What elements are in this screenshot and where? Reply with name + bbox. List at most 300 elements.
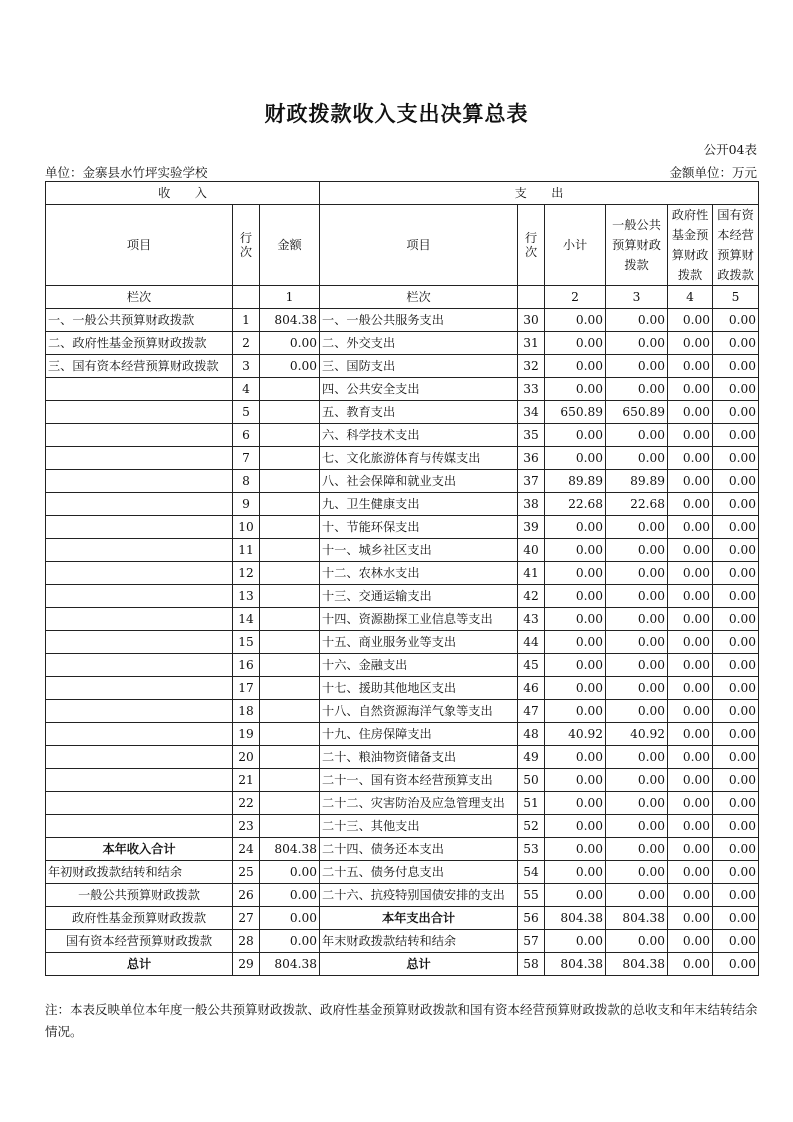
form-code: 公开04表 <box>703 142 757 157</box>
income-item-cell <box>46 700 233 723</box>
state-capital-header: 国有资本经营预算财政拨款 <box>713 205 759 286</box>
income-amount-cell <box>260 700 320 723</box>
general-budget-cell: 804.38 <box>606 953 668 976</box>
subtotal-cell: 804.38 <box>545 907 606 930</box>
income-item-cell <box>46 815 233 838</box>
subtotal-header: 小计 <box>545 205 606 286</box>
income-amount-cell: 0.00 <box>260 930 320 953</box>
income-amount-cell <box>260 447 320 470</box>
expense-item-cell: 七、文化旅游体育与传媒支出 <box>320 447 518 470</box>
income-item-cell <box>46 516 233 539</box>
income-amount-header: 金额 <box>260 205 320 286</box>
state-capital-cell: 0.00 <box>713 861 759 884</box>
fund-budget-cell: 0.00 <box>668 309 713 332</box>
income-item-cell <box>46 792 233 815</box>
income-amount-cell <box>260 815 320 838</box>
general-budget-cell: 0.00 <box>606 332 668 355</box>
expense-item-cell: 六、科学技术支出 <box>320 424 518 447</box>
general-budget-cell: 0.00 <box>606 539 668 562</box>
fund-budget-cell: 0.00 <box>668 930 713 953</box>
income-line-cell: 13 <box>233 585 260 608</box>
expense-item-cell: 十五、商业服务业等支出 <box>320 631 518 654</box>
subtotal-cell: 22.68 <box>545 493 606 516</box>
fund-budget-cell: 0.00 <box>668 723 713 746</box>
table-row <box>46 401 759 424</box>
income-line-cell: 8 <box>233 470 260 493</box>
income-item-cell <box>46 769 233 792</box>
state-capital-cell: 0.00 <box>713 355 759 378</box>
fund-budget-cell: 0.00 <box>668 746 713 769</box>
state-capital-cell: 0.00 <box>713 447 759 470</box>
table-row <box>46 332 759 355</box>
expense-line-cell: 39 <box>518 516 545 539</box>
expense-line-cell: 57 <box>518 930 545 953</box>
expense-line-cell: 48 <box>518 723 545 746</box>
table-row <box>46 355 759 378</box>
state-capital-cell: 0.00 <box>713 424 759 447</box>
subtotal-cell: 0.00 <box>545 861 606 884</box>
expense-line-cell: 45 <box>518 654 545 677</box>
fund-budget-cell: 0.00 <box>668 884 713 907</box>
fund-budget-cell: 0.00 <box>668 447 713 470</box>
income-amount-cell <box>260 539 320 562</box>
subtotal-cell: 0.00 <box>545 746 606 769</box>
income-amount-cell: 804.38 <box>260 838 320 861</box>
expense-item-header: 项目 <box>320 205 518 286</box>
expense-item-cell: 二十、粮油物资储备支出 <box>320 746 518 769</box>
expense-item-cell: 一、一般公共服务支出 <box>320 309 518 332</box>
table-row <box>46 861 759 884</box>
table-row <box>46 884 759 907</box>
income-item-cell <box>46 677 233 700</box>
income-item-cell <box>46 723 233 746</box>
income-item-cell <box>46 746 233 769</box>
income-amount-cell <box>260 562 320 585</box>
state-capital-cell: 0.00 <box>713 470 759 493</box>
subtotal-cell: 0.00 <box>545 447 606 470</box>
income-line-cell: 6 <box>233 424 260 447</box>
fund-budget-cell: 0.00 <box>668 562 713 585</box>
table-row <box>46 378 759 401</box>
income-item-cell: 二、政府性基金预算财政拨款 <box>46 332 233 355</box>
income-line-cell: 20 <box>233 746 260 769</box>
fund-budget-cell: 0.00 <box>668 631 713 654</box>
income-line-cell: 1 <box>233 309 260 332</box>
fund-budget-cell: 0.00 <box>668 608 713 631</box>
income-amount-cell <box>260 493 320 516</box>
general-budget-cell: 0.00 <box>606 355 668 378</box>
state-capital-cell: 0.00 <box>713 631 759 654</box>
reporting-unit: 单位：金寨县水竹坪实验学校 <box>45 165 208 180</box>
subtotal-cell: 0.00 <box>545 585 606 608</box>
general-budget-cell: 0.00 <box>606 884 668 907</box>
income-line-cell: 3 <box>233 355 260 378</box>
general-budget-cell: 0.00 <box>606 930 668 953</box>
subtotal-cell: 89.89 <box>545 470 606 493</box>
general-budget-cell: 0.00 <box>606 631 668 654</box>
col-number: 2 <box>545 286 606 309</box>
state-capital-cell: 0.00 <box>713 907 759 930</box>
expense-line-cell: 42 <box>518 585 545 608</box>
general-budget-cell: 0.00 <box>606 585 668 608</box>
expense-line-cell: 40 <box>518 539 545 562</box>
expense-item-cell: 二、外交支出 <box>320 332 518 355</box>
fund-budget-cell: 0.00 <box>668 401 713 424</box>
income-amount-cell: 0.00 <box>260 861 320 884</box>
income-item-cell <box>46 585 233 608</box>
income-item-header: 项目 <box>46 205 233 286</box>
expense-item-cell: 十六、金融支出 <box>320 654 518 677</box>
state-capital-cell: 0.00 <box>713 516 759 539</box>
income-line-cell: 14 <box>233 608 260 631</box>
expense-line-cell: 35 <box>518 424 545 447</box>
income-amount-cell <box>260 677 320 700</box>
income-item-cell <box>46 401 233 424</box>
general-budget-cell: 40.92 <box>606 723 668 746</box>
income-item-cell: 一、一般公共预算财政拨款 <box>46 309 233 332</box>
income-line-cell: 26 <box>233 884 260 907</box>
state-capital-cell: 0.00 <box>713 792 759 815</box>
table-row <box>46 493 759 516</box>
income-line-cell: 24 <box>233 838 260 861</box>
income-line-cell: 7 <box>233 447 260 470</box>
expense-line-cell: 33 <box>518 378 545 401</box>
expense-line-cell: 34 <box>518 401 545 424</box>
subtotal-cell: 804.38 <box>545 953 606 976</box>
fund-budget-cell: 0.00 <box>668 470 713 493</box>
income-amount-cell <box>260 746 320 769</box>
fund-budget-cell: 0.00 <box>668 424 713 447</box>
income-item-cell: 本年收入合计 <box>46 838 233 861</box>
table-row <box>46 723 759 746</box>
fund-budget-cell: 0.00 <box>668 907 713 930</box>
expense-line-cell: 58 <box>518 953 545 976</box>
col-label: 栏次 <box>320 286 518 309</box>
income-amount-cell: 804.38 <box>260 309 320 332</box>
general-budget-cell: 22.68 <box>606 493 668 516</box>
income-amount-cell <box>260 608 320 631</box>
income-amount-cell <box>260 378 320 401</box>
table-row <box>46 769 759 792</box>
income-line-cell: 17 <box>233 677 260 700</box>
table-row <box>46 608 759 631</box>
subtotal-cell: 0.00 <box>545 378 606 401</box>
fund-budget-cell: 0.00 <box>668 769 713 792</box>
income-line-cell: 23 <box>233 815 260 838</box>
page-title: 财政拨款收入支出决算总表 <box>264 101 529 126</box>
fund-budget-header: 政府性基金预算财政拨款 <box>668 205 713 286</box>
income-line-cell: 29 <box>233 953 260 976</box>
expense-line-cell: 43 <box>518 608 545 631</box>
subtotal-cell: 0.00 <box>545 884 606 907</box>
expense-item-cell: 二十一、国有资本经营预算支出 <box>320 769 518 792</box>
income-amount-cell <box>260 792 320 815</box>
expense-item-cell: 八、社会保障和就业支出 <box>320 470 518 493</box>
income-amount-cell <box>260 424 320 447</box>
general-budget-cell: 0.00 <box>606 769 668 792</box>
col-number: 3 <box>606 286 668 309</box>
table-row <box>46 700 759 723</box>
general-budget-cell: 0.00 <box>606 815 668 838</box>
table-row <box>46 907 759 930</box>
budget-summary-table <box>45 181 759 976</box>
subtotal-cell: 40.92 <box>545 723 606 746</box>
table-row <box>46 470 759 493</box>
expense-line-cell: 53 <box>518 838 545 861</box>
income-line-cell: 11 <box>233 539 260 562</box>
general-budget-cell: 0.00 <box>606 654 668 677</box>
table-row <box>46 746 759 769</box>
state-capital-cell: 0.00 <box>713 585 759 608</box>
fund-budget-cell: 0.00 <box>668 861 713 884</box>
expense-item-cell: 四、公共安全支出 <box>320 378 518 401</box>
fund-budget-cell: 0.00 <box>668 585 713 608</box>
income-amount-cell: 0.00 <box>260 332 320 355</box>
fund-budget-cell: 0.00 <box>668 332 713 355</box>
income-item-cell: 年初财政拨款结转和结余 <box>46 861 233 884</box>
income-line-cell: 25 <box>233 861 260 884</box>
subtotal-cell: 0.00 <box>545 654 606 677</box>
table-row <box>46 792 759 815</box>
table-row <box>46 953 759 976</box>
expense-item-cell: 十九、住房保障支出 <box>320 723 518 746</box>
income-line-cell: 4 <box>233 378 260 401</box>
state-capital-cell: 0.00 <box>713 884 759 907</box>
income-line-cell: 16 <box>233 654 260 677</box>
general-budget-cell: 0.00 <box>606 562 668 585</box>
fund-budget-cell: 0.00 <box>668 378 713 401</box>
expense-line-cell: 49 <box>518 746 545 769</box>
blank-cell <box>233 286 260 309</box>
general-budget-cell: 0.00 <box>606 424 668 447</box>
general-budget-cell: 0.00 <box>606 838 668 861</box>
subtotal-cell: 0.00 <box>545 608 606 631</box>
income-line-cell: 27 <box>233 907 260 930</box>
expense-item-cell: 十八、自然资源海洋气象等支出 <box>320 700 518 723</box>
fund-budget-cell: 0.00 <box>668 539 713 562</box>
expense-line-cell: 30 <box>518 309 545 332</box>
general-budget-cell: 0.00 <box>606 378 668 401</box>
table-row <box>46 309 759 332</box>
state-capital-cell: 0.00 <box>713 654 759 677</box>
income-item-cell: 三、国有资本经营预算财政拨款 <box>46 355 233 378</box>
subtotal-cell: 0.00 <box>545 930 606 953</box>
expense-item-cell: 二十六、抗疫特别国债安排的支出 <box>320 884 518 907</box>
expense-item-cell: 十一、城乡社区支出 <box>320 539 518 562</box>
general-budget-cell: 0.00 <box>606 700 668 723</box>
subtotal-cell: 0.00 <box>545 838 606 861</box>
subtotal-cell: 0.00 <box>545 309 606 332</box>
state-capital-cell: 0.00 <box>713 746 759 769</box>
income-item-cell <box>46 470 233 493</box>
state-capital-cell: 0.00 <box>713 677 759 700</box>
income-line-cell: 18 <box>233 700 260 723</box>
income-item-cell <box>46 539 233 562</box>
general-budget-cell: 0.00 <box>606 861 668 884</box>
table-row <box>46 838 759 861</box>
general-budget-cell: 650.89 <box>606 401 668 424</box>
expense-line-header: 行次 <box>518 205 545 286</box>
table-row <box>46 562 759 585</box>
expense-line-cell: 54 <box>518 861 545 884</box>
currency-unit: 金额单位：万元 <box>669 165 757 180</box>
expense-line-cell: 47 <box>518 700 545 723</box>
income-amount-cell <box>260 654 320 677</box>
income-section-header: 收 入 <box>46 182 320 205</box>
income-item-cell <box>46 424 233 447</box>
expense-item-cell: 二十二、灾害防治及应急管理支出 <box>320 792 518 815</box>
table-row <box>46 516 759 539</box>
table-row <box>46 930 759 953</box>
income-amount-cell: 0.00 <box>260 355 320 378</box>
income-line-cell: 2 <box>233 332 260 355</box>
fund-budget-cell: 0.00 <box>668 677 713 700</box>
section-header-row <box>46 182 759 205</box>
expense-line-cell: 46 <box>518 677 545 700</box>
income-line-cell: 22 <box>233 792 260 815</box>
expense-item-cell: 十四、资源勘探工业信息等支出 <box>320 608 518 631</box>
blank-cell <box>518 286 545 309</box>
subtotal-cell: 0.00 <box>545 516 606 539</box>
income-amount-cell <box>260 631 320 654</box>
table-row <box>46 631 759 654</box>
table-row <box>46 815 759 838</box>
column-number-row <box>46 286 759 309</box>
expense-item-cell: 总计 <box>320 953 518 976</box>
general-budget-cell: 0.00 <box>606 746 668 769</box>
fund-budget-cell: 0.00 <box>668 700 713 723</box>
income-line-cell: 12 <box>233 562 260 585</box>
fund-budget-cell: 0.00 <box>668 838 713 861</box>
expense-item-cell: 二十五、债务付息支出 <box>320 861 518 884</box>
state-capital-cell: 0.00 <box>713 401 759 424</box>
fund-budget-cell: 0.00 <box>668 355 713 378</box>
fund-budget-cell: 0.00 <box>668 792 713 815</box>
expense-line-cell: 51 <box>518 792 545 815</box>
income-item-cell <box>46 608 233 631</box>
col-number: 4 <box>668 286 713 309</box>
subtotal-cell: 0.00 <box>545 700 606 723</box>
fund-budget-cell: 0.00 <box>668 815 713 838</box>
income-amount-cell <box>260 723 320 746</box>
state-capital-cell: 0.00 <box>713 608 759 631</box>
column-header-row <box>46 205 759 286</box>
state-capital-cell: 0.00 <box>713 769 759 792</box>
general-budget-cell: 89.89 <box>606 470 668 493</box>
expense-item-cell: 十七、援助其他地区支出 <box>320 677 518 700</box>
state-capital-cell: 0.00 <box>713 815 759 838</box>
income-item-cell: 总计 <box>46 953 233 976</box>
subtotal-cell: 0.00 <box>545 539 606 562</box>
income-amount-cell: 0.00 <box>260 884 320 907</box>
table-row <box>46 424 759 447</box>
general-budget-cell: 0.00 <box>606 608 668 631</box>
subtotal-cell: 0.00 <box>545 424 606 447</box>
table-row <box>46 654 759 677</box>
expense-item-cell: 二十四、债务还本支出 <box>320 838 518 861</box>
state-capital-cell: 0.00 <box>713 838 759 861</box>
general-budget-cell: 0.00 <box>606 309 668 332</box>
state-capital-cell: 0.00 <box>713 539 759 562</box>
income-item-cell <box>46 562 233 585</box>
income-amount-cell <box>260 470 320 493</box>
subtotal-cell: 0.00 <box>545 769 606 792</box>
fund-budget-cell: 0.00 <box>668 516 713 539</box>
expense-item-cell: 本年支出合计 <box>320 907 518 930</box>
expense-section-header: 支 出 <box>320 182 759 205</box>
state-capital-cell: 0.00 <box>713 332 759 355</box>
table-row <box>46 585 759 608</box>
expense-item-cell: 三、国防支出 <box>320 355 518 378</box>
expense-line-cell: 38 <box>518 493 545 516</box>
subtotal-cell: 650.89 <box>545 401 606 424</box>
general-budget-cell: 0.00 <box>606 516 668 539</box>
income-item-cell: 一般公共预算财政拨款 <box>46 884 233 907</box>
fund-budget-cell: 0.00 <box>668 493 713 516</box>
general-budget-cell: 0.00 <box>606 447 668 470</box>
expense-line-cell: 44 <box>518 631 545 654</box>
subtotal-cell: 0.00 <box>545 792 606 815</box>
expense-line-cell: 55 <box>518 884 545 907</box>
fund-budget-cell: 0.00 <box>668 654 713 677</box>
expense-line-cell: 32 <box>518 355 545 378</box>
subtotal-cell: 0.00 <box>545 677 606 700</box>
income-line-header: 行次 <box>233 205 260 286</box>
income-item-cell <box>46 631 233 654</box>
income-line-cell: 19 <box>233 723 260 746</box>
income-item-cell <box>46 447 233 470</box>
state-capital-cell: 0.00 <box>713 723 759 746</box>
general-budget-cell: 0.00 <box>606 792 668 815</box>
expense-line-cell: 31 <box>518 332 545 355</box>
subtotal-cell: 0.00 <box>545 332 606 355</box>
subtotal-cell: 0.00 <box>545 631 606 654</box>
expense-line-cell: 56 <box>518 907 545 930</box>
expense-item-cell: 十三、交通运输支出 <box>320 585 518 608</box>
subtotal-cell: 0.00 <box>545 355 606 378</box>
income-amount-cell: 0.00 <box>260 907 320 930</box>
expense-line-cell: 50 <box>518 769 545 792</box>
expense-item-cell: 二十三、其他支出 <box>320 815 518 838</box>
income-item-cell: 政府性基金预算财政拨款 <box>46 907 233 930</box>
income-line-cell: 15 <box>233 631 260 654</box>
income-line-cell: 5 <box>233 401 260 424</box>
income-item-cell <box>46 654 233 677</box>
expense-item-cell: 年末财政拨款结转和结余 <box>320 930 518 953</box>
state-capital-cell: 0.00 <box>713 562 759 585</box>
table-row <box>46 447 759 470</box>
state-capital-cell: 0.00 <box>713 700 759 723</box>
expense-item-cell: 九、卫生健康支出 <box>320 493 518 516</box>
state-capital-cell: 0.00 <box>713 378 759 401</box>
income-line-cell: 28 <box>233 930 260 953</box>
general-budget-cell: 804.38 <box>606 907 668 930</box>
expense-line-cell: 36 <box>518 447 545 470</box>
income-item-cell: 国有资本经营预算财政拨款 <box>46 930 233 953</box>
income-item-cell <box>46 378 233 401</box>
income-amount-cell <box>260 516 320 539</box>
general-budget-header: 一般公共预算财政拨款 <box>606 205 668 286</box>
income-item-cell <box>46 493 233 516</box>
income-amount-cell <box>260 585 320 608</box>
footnote: 注：本表反映单位本年度一般公共预算财政拨款、政府性基金预算财政拨款和国有资本经营预算财政拨款的总收支和年末结转结余情况。 <box>45 1002 758 1039</box>
table-row <box>46 677 759 700</box>
col-number: 5 <box>713 286 759 309</box>
income-amount-cell <box>260 401 320 424</box>
expense-item-cell: 十二、农林水支出 <box>320 562 518 585</box>
expense-line-cell: 41 <box>518 562 545 585</box>
subtotal-cell: 0.00 <box>545 815 606 838</box>
